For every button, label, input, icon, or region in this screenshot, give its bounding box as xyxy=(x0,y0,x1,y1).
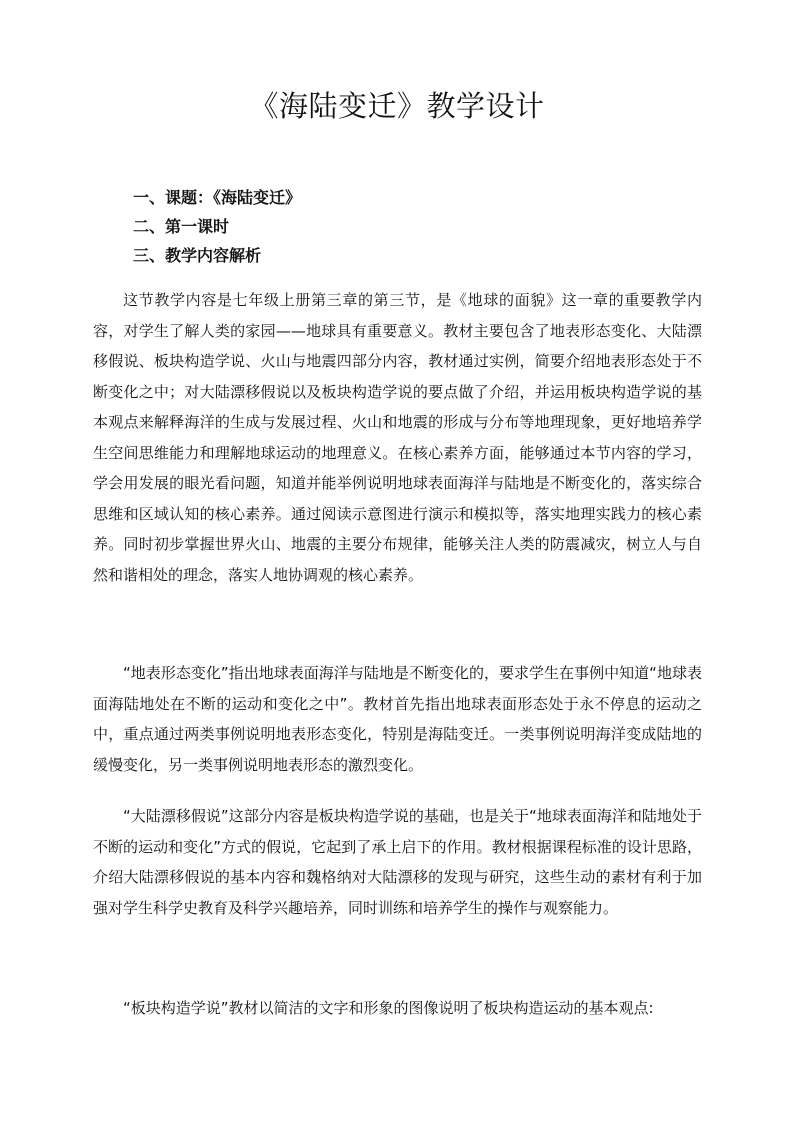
section-heading-topic: 一、课题：《海陆变迁》 xyxy=(133,188,302,207)
body-paragraph xyxy=(93,658,702,780)
document-title: 《海陆变迁》教学设计 xyxy=(249,89,545,123)
body-paragraph xyxy=(93,801,702,923)
paragraph-text: 这节教学内容是七年级上册第三章的第三节，是《地球的面貌》这一章的重要教学内容，对学生了解人类的家园——地球具有重要意义。教材主要包含了地表形态变化、大陆漂移假说、板块构造学说、火山与地震四部分内容，教材通过实例，简要介绍地表形态处于不断变化之中；对大陆漂移假说以及板块构造学说的要点做了介绍，并运用板块构造学说的基本观点来解释海洋的生成与发展过程、火山和地震的形成与分布等地理现象，更好地培养学生空间思维能力和理解地球运动的地理意义。在核心素养方面，能够通过本节内容的学习，学会用发展的眼光看问题，知道并能举例说明地球表面海洋与陆地是不断变化的，落实综合思维和区域认知的核心素养。通过阅读示意图进行演示和模拟等，落实地理实践力的核心素养。同时初步掌握世界火山、地震的主要分布规律，能够关注人类的防震减灾，树立人与自然和谐相处的理念，落实人地协调观的核心素养。 xyxy=(93,291,702,584)
body-paragraph xyxy=(93,285,702,590)
paragraph-text: “板块构造学说”教材以简洁的文字和形象的图像说明了板块构造运动的基本观点: xyxy=(123,999,654,1017)
section-heading-lesson: 二、第一课时 xyxy=(133,217,230,236)
paragraph-text: “地表形态变化”指出地球表面海洋与陆地是不断变化的，要求学生在事例中知道“地球表面海陆地处在不断的运动和变化之中”。教材首先指出地球表面形态处于永不停息的运动之中，重点通过两类事例说明地表形态变化，特别是海陆变迁。一类事例说明海洋变成陆地的缓慢变化，另一类事例说明地表形态的激烈变化。 xyxy=(93,664,702,774)
section-heading-content-analysis: 三、教学内容解析 xyxy=(133,246,262,265)
body-paragraph xyxy=(93,993,702,1024)
paragraph-text: “大陆漂移假说”这部分内容是板块构造学说的基础，也是关于“地球表面海洋和陆地处于不断的运动和变化”方式的假说，它起到了承上启下的作用。教材根据课程标准的设计思路，介绍大陆漂移假说的基本内容和魏格纳对大陆漂移的发现与研究，这些生动的素材有利于加强对学生科学史教育及科学兴趣培养，同时训练和培养学生的操作与观察能力。 xyxy=(93,807,702,917)
